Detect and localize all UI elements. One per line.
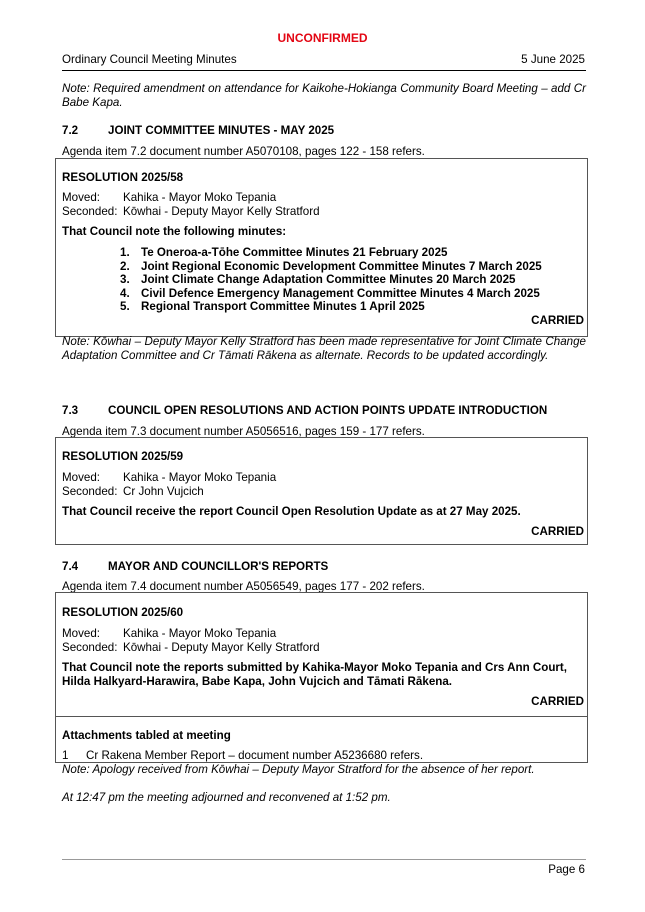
minutes-item: Joint Climate Change Adaptation Committee Minutes 20 March 2025 [141,273,516,286]
minutes-item-number: 1. [120,246,130,259]
agenda-reference: Agenda item 7.4 document number A5056549, pages 177 - 202 refers. [62,580,425,593]
carried-label: CARRIED [531,314,584,327]
carried-label: CARRIED [531,695,584,708]
moved-label: Moved: [62,471,101,484]
resolution-number: RESOLUTION 2025/59 [62,450,184,463]
document-title: Ordinary Council Meeting Minutes [62,53,237,66]
resolution-statement: That Council receive the report Council Open Resolution Update as at 27 May 2025. [62,505,521,518]
minutes-item: Joint Regional Economic Development Committee Minutes 7 March 2025 [141,260,542,273]
footer-divider [62,859,586,860]
minutes-item: Civil Defence Emergency Management Committee Minutes 4 March 2025 [141,287,540,300]
unconfirmed-stamp: UNCONFIRMED [277,31,368,45]
header-divider [62,70,586,71]
moved-label: Moved: [62,627,101,640]
agenda-reference: Agenda item 7.3 document number A5056516, pages 159 - 177 refers. [62,425,425,438]
section-number: 7.4 [62,560,79,573]
resolution-statement: That Council note the following minutes: [62,225,287,238]
section-note: Note: Apology received from Kōwhai – Deputy Mayor Stratford for the absence of her report. [62,763,535,776]
moved-label: Moved: [62,191,101,204]
moved-by: Kahika - Mayor Moko Tepania [123,627,277,640]
resolution-statement: That Council note the reports submitted by Kahika-Mayor Moko Tepania and Crs Ann Court, Hilda Halkyard-Harawira, Babe Kapa, John Vujcich and Tāmati Rākena. [62,661,568,689]
section-number: 7.2 [62,124,79,137]
section-title: COUNCIL OPEN RESOLUTIONS AND ACTION POINTS UPDATE INTRODUCTION [108,404,548,417]
minutes-item: Te Oneroa-a-Tōhe Committee Minutes 21 February 2025 [141,246,448,259]
section-note: Note: Kōwhai – Deputy Mayor Kelly Stratford has been made representative for Joint Climate Change Adaptation Committee and Cr Tāmati Rākena as alternate. Records to be updated accordingly. [62,335,586,363]
seconded-by: Cr John Vujcich [123,485,204,498]
seconded-label: Seconded: [62,205,118,218]
attachment-item: Cr Rakena Member Report – document number A5236680 refers. [86,749,424,762]
page-number: Page 6 [548,863,585,876]
minutes-item-number: 4. [120,287,130,300]
minutes-item-number: 5. [120,300,130,313]
seconded-label: Seconded: [62,641,118,654]
meeting-date: 5 June 2025 [521,53,585,66]
seconded-by: Kōwhai - Deputy Mayor Kelly Stratford [123,205,320,218]
attachment-number: 1 [62,749,69,762]
resolution-number: RESOLUTION 2025/58 [62,171,184,184]
seconded-by: Kōwhai - Deputy Mayor Kelly Stratford [123,641,320,654]
resolution-number: RESOLUTION 2025/60 [62,606,184,619]
seconded-label: Seconded: [62,485,118,498]
minutes-item: Regional Transport Committee Minutes 1 April 2025 [141,300,425,313]
moved-by: Kahika - Mayor Moko Tepania [123,191,277,204]
minutes-item-number: 3. [120,273,130,286]
minutes-item-number: 2. [120,260,130,273]
closing-note: At 12:47 pm the meeting adjourned and reconvened at 1:52 pm. [62,791,391,804]
section-title: JOINT COMMITTEE MINUTES - MAY 2025 [108,124,335,137]
attachments-title: Attachments tabled at meeting [62,729,231,742]
intro-note: Note: Required amendment on attendance for Kaikohe-Hokianga Community Board Meeting – add Cr Babe Kapa. [62,82,586,110]
moved-by: Kahika - Mayor Moko Tepania [123,471,277,484]
agenda-reference: Agenda item 7.2 document number A5070108, pages 122 - 158 refers. [62,145,425,158]
carried-label: CARRIED [531,525,584,538]
section-title: MAYOR AND COUNCILLOR'S REPORTS [108,560,329,573]
section-number: 7.3 [62,404,79,417]
